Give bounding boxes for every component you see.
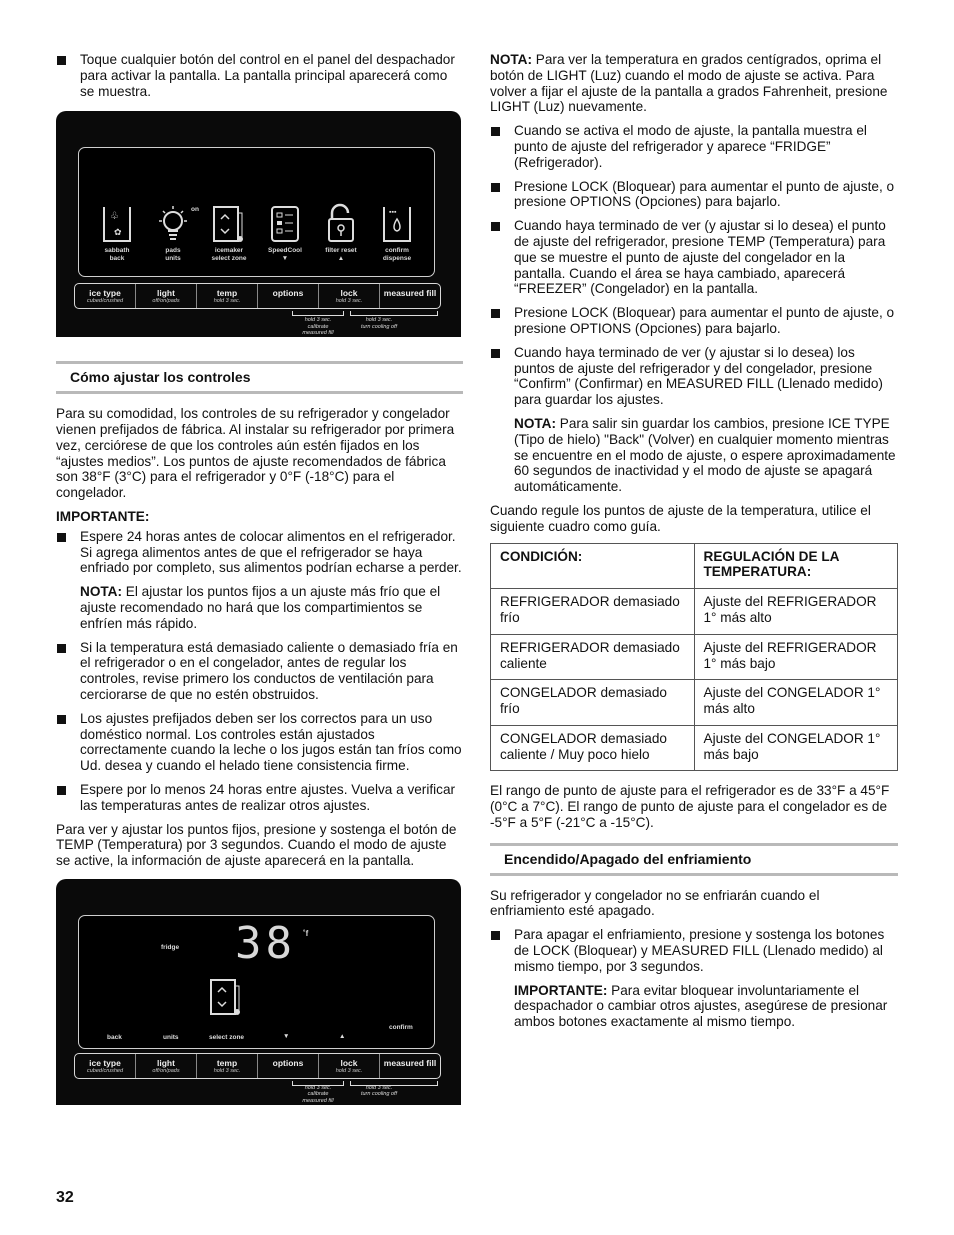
light-button[interactable]: light off/on/pads [136, 1054, 197, 1078]
temp-button[interactable]: temp hold 3 sec. [197, 1054, 258, 1078]
note-celsius: NOTA: Para ver la temperatura en grados centígrados, oprima el botón de LIGHT (Luz) cuando el modo de ajuste se activa. Para volver a fijar el ajuste de la pantalla a grados Fahrenheit, presione LIGHT (Luz) nuevamente. [490, 52, 888, 115]
measured-fill-button[interactable]: measured fill [383, 288, 437, 299]
up-arrow-icon[interactable]: ▲ [339, 1032, 346, 1040]
paragraph-cooling-off: Su refrigerador y congelador no se enfriarán cuando el enfriamiento esté apagado. [490, 887, 820, 919]
dispenser-panel-adjust [56, 879, 461, 1105]
table-row [491, 725, 898, 771]
control-button-bar [74, 283, 441, 309]
importante-label: IMPORTANTE: [56, 508, 150, 524]
bullet-turn-off-cooling: Para apagar el enfriamiento, presione y sostenga los botones de LOCK (Bloquear) y MEASURED FILL (Llenado medido) al mismo tiempo, por 3 segundos. [490, 927, 898, 974]
back-label[interactable]: back [107, 1033, 122, 1041]
cooling-hint: hold 3 sec. turn cooling off [360, 1084, 398, 1098]
units-label[interactable]: units [163, 1033, 179, 1041]
cooling-hint: hold 3 sec. turn cooling off [360, 317, 398, 330]
svg-text:♧: ♧ [110, 211, 119, 223]
ice-type-button[interactable]: ice type cubed/crushed [75, 284, 136, 308]
light-bulb-icon[interactable]: pads units [144, 203, 202, 263]
paragraph-range: El rango de punto de ajuste para el refrigerador es de 33°F a 45°F (0°C a 7°C). El rango de punto de ajuste para el congelador es de -5°F a 5°F (-21°C a -15°C). [490, 783, 890, 831]
bullet-lock-options-1: Presione LOCK (Bloquear) para aumentar el punto de ajuste, o presione OPTIONS (Opciones) para bajarlo. [490, 179, 898, 211]
measured-fill-button[interactable]: measured fill [383, 1057, 437, 1068]
table-cell: CONGELADOR demasiado frío [491, 680, 695, 726]
calibrate-hint: hold 3 sec. calibrate measured fill [302, 317, 334, 337]
select-zone-label[interactable]: select zone [209, 1033, 245, 1041]
svg-text:▪▪▪: ▪▪▪ [389, 209, 397, 217]
speedcool-icon[interactable]: SpeedCool ▼ [256, 203, 314, 263]
page-number: 32 [56, 1189, 74, 1206]
paragraph-table-intro: Cuando regule los puntos de ajuste de la temperatura, utilice el siguiente cuadro como guía. [490, 502, 871, 534]
left-column [56, 52, 463, 1105]
table-cell: CONGELADOR demasiado caliente / Muy poco hielo [491, 725, 695, 771]
zone-label: fridge [161, 943, 180, 951]
lock-icon[interactable]: filter reset ▲ [312, 203, 370, 263]
calibrate-bracket [292, 311, 344, 316]
table-cell: Ajuste del CONGELADOR 1° más bajo [694, 725, 898, 771]
column-header: REGULACIÓN DE LA TEMPERATURA: [694, 543, 898, 589]
bullet-wait-between: Espere por lo menos 24 horas entre ajustes. Vuelva a verificar las temperaturas antes de realizar otros ajustes. [56, 782, 463, 814]
table-row [491, 589, 898, 635]
bullet-fridge-setpoint: Cuando se activa el modo de ajuste, la pantalla muestra el punto de ajuste del refrigerador y aparece “FRIDGE” (Refrigerador). [490, 123, 898, 170]
bullet-vents: Si la temperatura está demasiado caliente o demasiado fría en el refrigerador o en el congelador, antes de regular los controles, revise primero los conductos de ventilación para cerciorarse de que no estén obstruidos. [56, 640, 463, 703]
column-header: CONDICIÓN: [491, 543, 695, 589]
thermometer-icon [207, 976, 245, 1024]
svg-text:✿: ✿ [114, 227, 122, 238]
table-cell: Ajuste del CONGELADOR 1° más alto [694, 680, 898, 726]
adjust-display-screen [78, 915, 435, 1049]
right-column [490, 52, 898, 1038]
bullet-confirm: Cuando haya terminado de ver (y ajustar si lo desea) los puntos de ajuste del refrigerador y del congelador, presione “Confirm” (Confirmar) en MEASURED FILL (Llenado medido) para guardar los ajustes. [490, 345, 898, 408]
bullet-presets-correct: Los ajustes prefijados deben ser los correctos para un uso doméstico normal. Los controles están ajustados correctamente cuando la leche o los jugos están tan fríos como Ud. desea y cuando el helado tiene consistencia firme. [56, 711, 463, 774]
sabbath-icon[interactable]: ♧ ✿ sabbath back [88, 203, 146, 263]
cooling-bracket [350, 311, 438, 316]
table-cell: REFRIGERADOR demasiado frío [491, 589, 695, 635]
confirm-label[interactable]: confirm [389, 1023, 413, 1031]
intro-bullet: Toque cualquier botón del control en el panel del despachador para activar la pantalla. La pantalla principal aparecerá como se muestra. [56, 52, 463, 99]
down-arrow-icon[interactable]: ▼ [283, 1032, 290, 1040]
temperature-guide-table [490, 543, 898, 772]
unit-label: ˚f [303, 928, 309, 938]
table-cell: REFRIGERADOR demasiado caliente [491, 634, 695, 680]
ice-type-button[interactable]: ice type cubed/crushed [75, 1054, 136, 1078]
options-button[interactable]: options [258, 1054, 319, 1078]
note-colder: NOTA: El ajustar los puntos fijos a un ajuste más frío que el ajuste recomendado no hará que los compartimientos se enfríen más rápido. [80, 584, 441, 631]
table-cell: Ajuste del REFRIGERADOR 1° más bajo [694, 634, 898, 680]
bullet-lock-options-2: Presione LOCK (Bloquear) para aumentar el punto de ajuste, o presione OPTIONS (Opciones) para bajarlo. [490, 305, 898, 337]
note-exit: NOTA: Para salir sin guardar los cambios, presione ICE TYPE (Tipo de hielo) "Back" (Volver) en cualquier momento mientras se encuentre en el modo de ajuste, o espere aproximadamente 60 segundos de inactividad y el modo de ajuste se apagará automáticamente. [514, 415, 896, 495]
table-cell: Ajuste del REFRIGERADOR 1° más alto [694, 589, 898, 635]
dispenser-panel-main [56, 111, 461, 337]
options-button[interactable]: options [258, 284, 319, 308]
lock-button[interactable]: lock hold 3 sec. [319, 1054, 380, 1078]
dispense-icon[interactable]: ▪▪▪ confirm dispense [382, 209, 412, 263]
temp-button[interactable]: temp hold 3 sec. [197, 284, 258, 308]
table-row [491, 680, 898, 726]
calibrate-hint: hold 3 sec. calibrate measured fill [302, 1084, 334, 1104]
paragraph-presets: Para su comodidad, los controles de su refrigerador y congelador vienen prefijados de fábrica. Al instalar su refrigerador por primera vez, cerciórese de que los controles aún estén fijados en los “ajustes medios”. Los puntos de ajuste recomendados de fábrica son 38°F (3°C) para el refrigerador y 0°F (-18°C) para el congelador. [56, 406, 455, 501]
table-header-row [491, 543, 898, 589]
lock-button[interactable]: lock hold 3 sec. [319, 284, 380, 308]
bullet-freezer-setpoint: Cuando haya terminado de ver (y ajustar si lo desea) el punto de ajuste del refrigerador, presione TEMP (Temperatura) para que se muestre el punto de ajuste del congelador en la pantalla. Cuando el área se haya cambiado, aparecerá “FREEZER” (Congelador) en la pantalla. [490, 218, 898, 297]
section-title-cooling: Encendido/Apagado del enfriamiento [490, 843, 898, 876]
temperature-readout: 38 [235, 917, 296, 969]
paragraph-temp-hold: Para ver y ajustar los puntos fijos, presione y sostenga el botón de TEMP (Temperatura) por 3 segundos. Cuando el modo de ajuste se active, la información de ajuste aparecerá en la pantalla. [56, 821, 457, 869]
bullet-wait-24h: Espere 24 horas antes de colocar alimentos en el refrigerador. Si agrega alimentos antes de que el refrigerador se haya enfriado por completo, sus alimentos podrían echarse a perder. [56, 529, 463, 576]
on-label: on [191, 206, 199, 214]
note-important: IMPORTANTE: Para evitar bloquear involuntariamente el despachador o cambiar otros ajustes, asegúrese de presionar ambos botones exactamente al mismo tiempo. [514, 982, 888, 1030]
control-button-bar-2 [74, 1053, 441, 1079]
thermometer-icon[interactable]: icemaker select zone [200, 203, 258, 263]
table-row [491, 634, 898, 680]
light-button[interactable]: light off/on/pads [136, 284, 197, 308]
section-title-adjust: Cómo ajustar los controles [56, 361, 463, 394]
